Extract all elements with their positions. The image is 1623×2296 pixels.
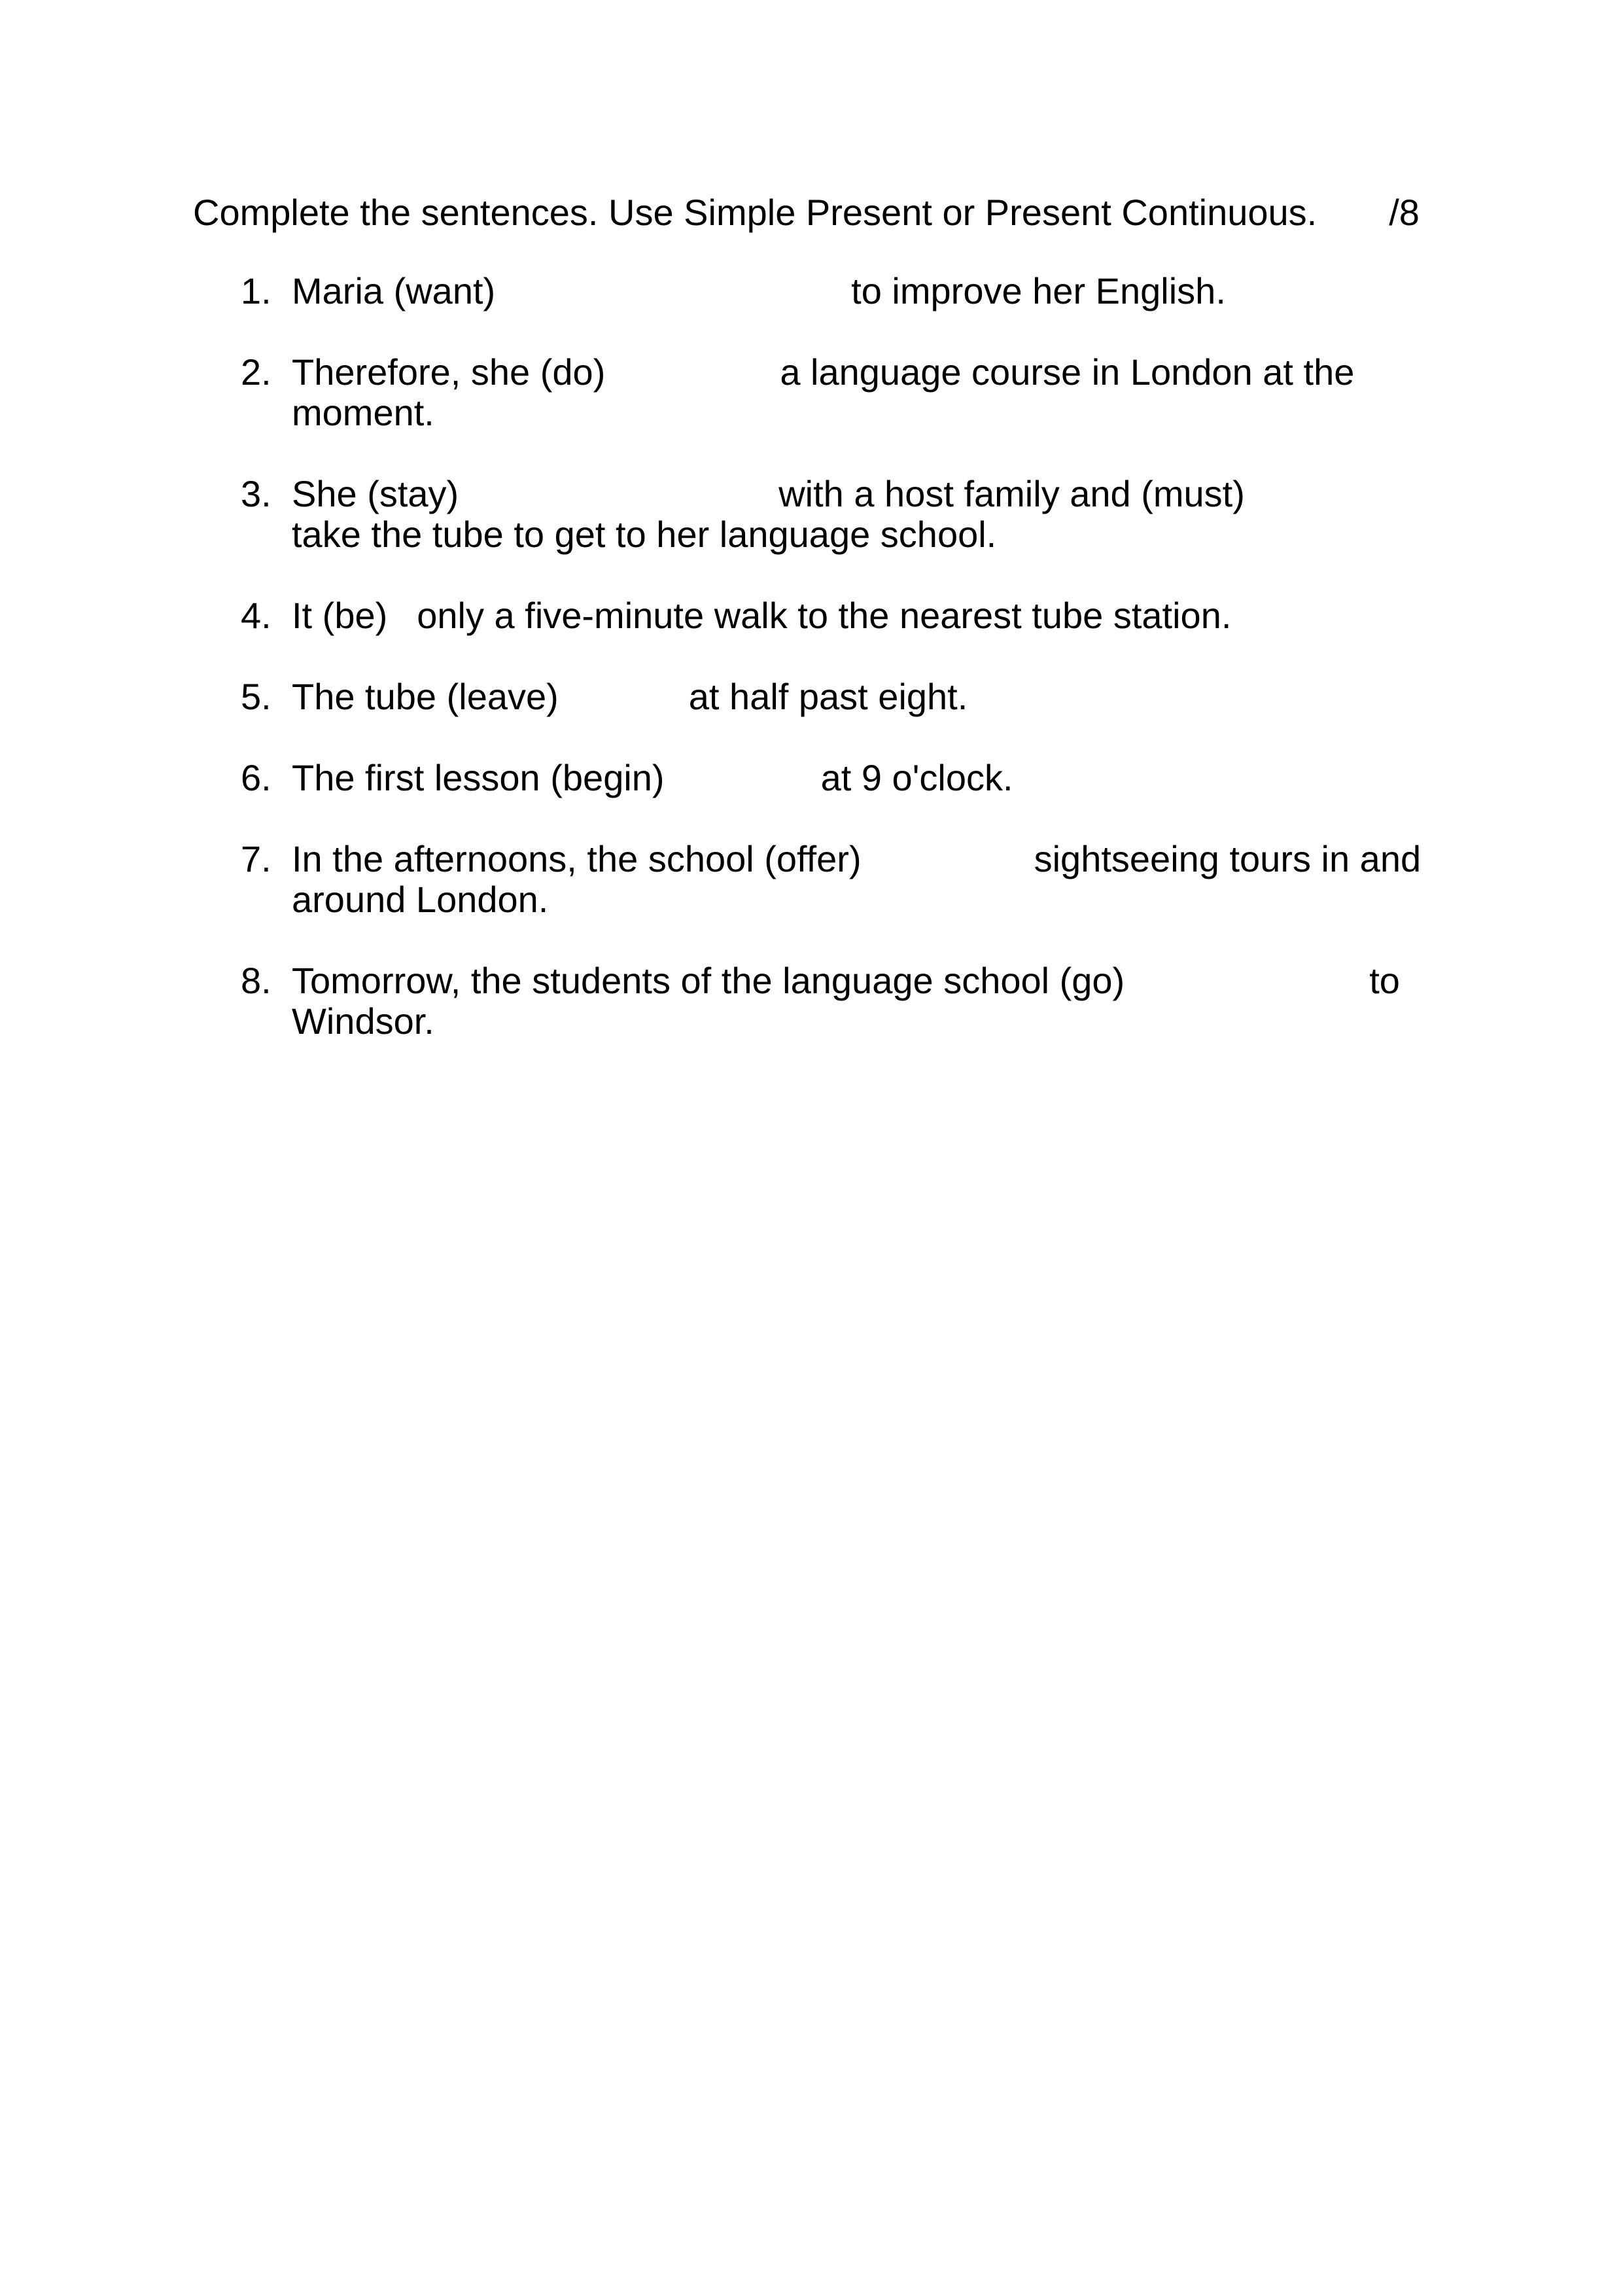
item-line-1: [292, 595, 1231, 636]
item-number: 5.: [241, 676, 271, 717]
item-body: [292, 271, 1226, 311]
item-body: [292, 474, 1245, 555]
worksheet-content: [0, 192, 1623, 1082]
item-text-post: sightseeing tours in and: [1034, 838, 1422, 879]
answer-blank-1: [495, 303, 851, 304]
item-line-1: [292, 352, 1354, 393]
item-line-1: [292, 839, 1421, 879]
heading-line: [193, 192, 1623, 233]
item-line-2: Windsor.: [292, 1000, 434, 1042]
worksheet-item-2: [241, 352, 1623, 433]
worksheet-item-5: [241, 677, 1623, 717]
item-number: 2.: [241, 351, 271, 393]
item-text-post: at half past eight.: [688, 676, 968, 717]
item-number: 1.: [241, 270, 271, 311]
item-line-1: [292, 758, 1013, 798]
item-body: [292, 352, 1354, 433]
instruction-text: Complete the sentences. Use Simple Present or Present Continuous.: [193, 192, 1318, 233]
answer-blank-4: [387, 627, 417, 628]
item-body: [292, 677, 968, 717]
item-text-pre: Maria (want): [292, 270, 496, 311]
answer-blank-2: [605, 384, 780, 385]
item-number: 3.: [241, 473, 271, 514]
item-text-pre: She (stay): [292, 473, 459, 514]
item-text-post: at 9 o'clock.: [820, 757, 1013, 798]
worksheet-item-4: [241, 595, 1623, 636]
item-line-1: [292, 961, 1400, 1001]
points-spacer: [1317, 224, 1389, 225]
worksheet-item-7: [241, 839, 1623, 920]
item-body: [292, 961, 1400, 1042]
item-number: 7.: [241, 838, 271, 879]
item-number: 6.: [241, 757, 271, 798]
points-label: /8: [1389, 192, 1420, 233]
item-text-pre: The first lesson (begin): [292, 757, 665, 798]
item-text-pre: It (be): [292, 595, 388, 636]
item-text-post: a language course in London at the: [780, 351, 1355, 393]
item-text-post: to improve her English.: [851, 270, 1226, 311]
item-text-pre: The tube (leave): [292, 676, 559, 717]
item-line-2: take the tube to get to her language school.: [292, 514, 997, 555]
worksheet-item-1: [241, 271, 1623, 311]
worksheet-item-3: [241, 474, 1623, 555]
item-body: [292, 758, 1013, 798]
item-text-pre: In the afternoons, the school (offer): [292, 838, 862, 879]
item-number: 4.: [241, 595, 271, 636]
item-line-1: [292, 677, 968, 717]
item-body: [292, 839, 1421, 920]
item-number: 8.: [241, 960, 271, 1001]
item-text-pre: Tomorrow, the students of the language school (go): [292, 960, 1125, 1001]
answer-blank-7: [862, 871, 1034, 872]
item-line-2: moment.: [292, 392, 434, 433]
item-body: [292, 595, 1231, 636]
worksheet-item-8: [241, 961, 1623, 1042]
item-text-post: with a host family and (must): [778, 473, 1245, 514]
item-line-2: around London.: [292, 879, 549, 920]
item-text-post: to: [1369, 960, 1400, 1001]
item-line-1: [292, 474, 1245, 514]
worksheet-item-6: [241, 758, 1623, 798]
item-line-1: [292, 271, 1226, 311]
item-text-post: only a five-minute walk to the nearest tube station.: [417, 595, 1232, 636]
item-text-pre: Therefore, she (do): [292, 351, 606, 393]
